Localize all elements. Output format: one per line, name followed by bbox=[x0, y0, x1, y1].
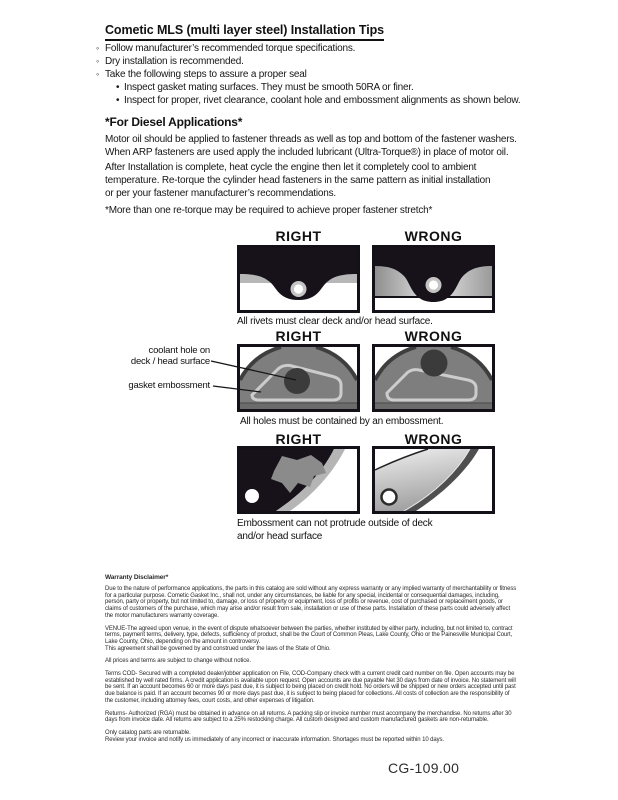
gasket-embossment-label: gasket embossment bbox=[128, 380, 210, 391]
coolant-hole-leader-line bbox=[211, 361, 296, 380]
legal-paragraph: Returns- Authorized (RGA) must be obtained in advance on all returns. A packing slip or invoice number must accompany the merchandise. No returns after 30 days from invoice date. All returns are subject to a 25% restocking charge. All custom designed and custom manufactured gaskets are non-returnable. bbox=[105, 710, 512, 724]
paragraph-line: temperature. Re-torque the cylinder head fasteners in the same pattern as initial installation bbox=[105, 175, 491, 186]
tip-bullet-text: Follow manufacturer’s recommended torque specifications. bbox=[105, 43, 356, 54]
wrong-label: WRONG bbox=[404, 228, 463, 244]
coolant-hole-wrong-diagram bbox=[372, 344, 495, 412]
tip-bullet bbox=[96, 42, 355, 55]
diesel-applications-heading: *For Diesel Applications* bbox=[105, 115, 243, 129]
retorque-note: *More than one re-torque may be required to achieve proper fastener stretch* bbox=[105, 205, 433, 216]
paragraph-line: Motor oil should be applied to fastener threads as well as top and bottom of the fastener washers. bbox=[105, 134, 517, 145]
installation-tips-list bbox=[96, 42, 355, 81]
leader-lines bbox=[200, 344, 315, 404]
legal-paragraph: Review your invoice and notify us immediately of any incorrect or inaccurate information. Shortages must be reported within 10 days. bbox=[105, 736, 444, 743]
warranty-disclaimer-heading: Warranty Disclaimer* bbox=[105, 574, 169, 581]
tip-bullet-text: Dry installation is recommended. bbox=[105, 56, 244, 67]
right-label: RIGHT bbox=[275, 228, 322, 244]
page-title: Cometic MLS (multi layer steel) Installation Tips bbox=[105, 23, 384, 41]
tip-sub-bullet bbox=[116, 81, 520, 94]
coolant-hole-label: coolant hole on deck / head surface bbox=[130, 345, 210, 367]
tip-bullet bbox=[96, 68, 355, 81]
legal-block bbox=[105, 574, 517, 749]
bolt-hole bbox=[382, 490, 397, 505]
right-label: RIGHT bbox=[275, 328, 322, 344]
tip-bullet-text: Take the following steps to assure a proper seal bbox=[105, 69, 307, 80]
embossment-leader-line bbox=[213, 386, 261, 392]
open-bullet-icon: ◦ bbox=[96, 69, 99, 79]
legal-paragraph: This agreement shall be governed by and construed under the laws of the State of Ohio. bbox=[105, 645, 331, 652]
rivet-caption: All rivets must clear deck and/or head surface. bbox=[237, 316, 433, 327]
embossment-right-diagram bbox=[237, 446, 360, 514]
open-bullet-icon: ◦ bbox=[96, 43, 99, 53]
diesel-paragraph-1 bbox=[105, 133, 517, 159]
diesel-paragraph-2 bbox=[105, 161, 490, 200]
legal-paragraph: Only catalog parts are returnable. bbox=[105, 729, 191, 736]
legal-paragraph: Terms COD- Secured with a completed dealer/jobber application on File, COD-Company check with a current credit card number on file. Open accounts may be established by well rated firms. A credit application is available upon request. Open accounts are due payable Net 30 days from date of invoice. No statement will be sent. If an account becomes 60 or more days past due, it is subject to being placed on credit hold. No orders will be shipped or new orders accepted until past due balance is paid. If an account becomes 90 or more days past due, it is subject to being placed for collections. All costs of collection are the responsibility of the customer, including attorney fees, court costs, and other expenses of litigation. bbox=[105, 671, 516, 704]
installation-tips-sublist bbox=[116, 81, 520, 107]
right-label: RIGHT bbox=[275, 431, 322, 447]
filled-bullet-icon: • bbox=[116, 95, 120, 106]
bottom-band bbox=[375, 403, 492, 410]
legal-paragraph: VENUE-The agreed upon venue, in the event of dispute whatsoever between the parties, whether instituted by either party, including, but not limited to, contract terms, payment terms, delivery, type, defects, sufficiency of product, shall be the Court of Common Pleas, Lake County, Ohio or the Painesville Municipal Court, Lake County, Ohio, depending on the amount in controversy. bbox=[105, 625, 513, 645]
legal-paragraph: Due to the nature of performance applications, the parts in this catalog are sold without any express warranty or any implied warranty of merchantability or fitness for a particular purpose. Cometic Gasket Inc., shall not, under any circumstances, be liable for any special, incidental or consequential damages, including, person, party or property, but not limited to, damage, or loss of property or equipment, loss of profits or revenue, cost of purchased or replacement goods, or claims of customers of the purchase, which may arise and/or result from sale, installation or use of these parts. Installation of these parts could adversely affect the motor manufacturers warranty coverage. bbox=[105, 586, 517, 619]
legal-paragraph: All prices and terms are subject to change without notice. bbox=[105, 658, 251, 665]
coolant-hole bbox=[421, 350, 448, 377]
tip-bullet bbox=[96, 55, 355, 68]
holes-caption: All holes must be contained by an embossment. bbox=[240, 416, 444, 427]
embossment-caption: Embossment can not protrude outside of deck and/or head surface bbox=[237, 518, 433, 542]
wrong-label: WRONG bbox=[404, 328, 463, 344]
open-bullet-icon: ◦ bbox=[96, 56, 99, 66]
page-code: CG-109.00 bbox=[388, 760, 460, 776]
filled-bullet-icon: • bbox=[116, 82, 120, 93]
rivet-clearance-right-diagram bbox=[237, 245, 360, 313]
tip-sub-bullet bbox=[116, 94, 520, 107]
paragraph-line: or per your fastener manufacturer’s recommendations. bbox=[105, 188, 337, 199]
wrong-label: WRONG bbox=[404, 431, 463, 447]
rivet-clearance-wrong-diagram bbox=[372, 245, 495, 313]
paragraph-line: When ARP fasteners are used apply the included lubricant (Ultra-Torque®) in place of motor oil. bbox=[105, 147, 509, 158]
paragraph-line: After Installation is complete, heat cycle the engine then let it completely cool to ambient bbox=[105, 162, 477, 173]
embossment-wrong-diagram bbox=[372, 446, 495, 514]
bolt-hole bbox=[245, 489, 259, 503]
tip-sub-bullet-text: Inspect gasket mating surfaces. They must be smooth 50RA or finer. bbox=[124, 82, 414, 93]
tip-sub-bullet-text: Inspect for proper, rivet clearance, coolant hole and embossment alignments as shown below. bbox=[124, 95, 521, 106]
